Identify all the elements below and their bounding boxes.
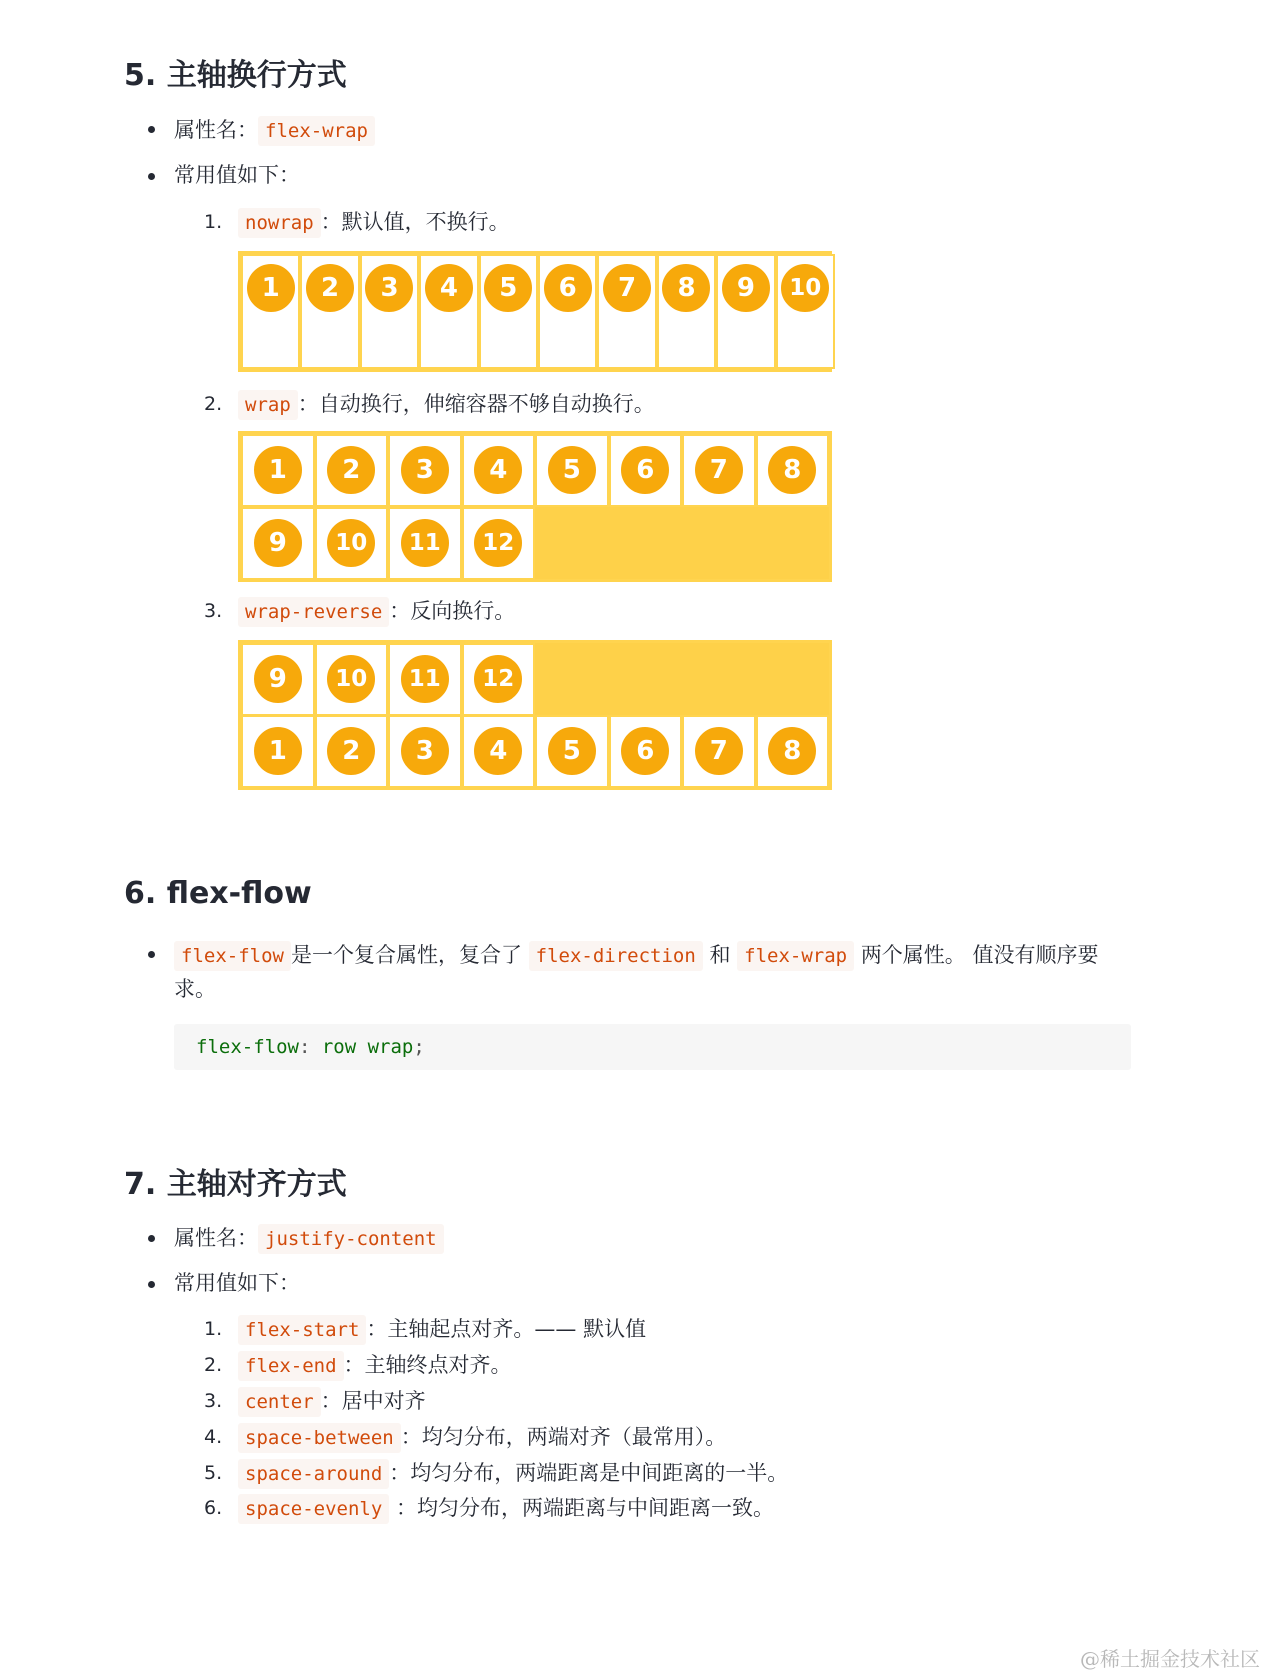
flex-item bbox=[538, 254, 597, 369]
list-number: 3. bbox=[204, 600, 223, 622]
flex-item bbox=[388, 507, 462, 580]
item-number-badge: 8 bbox=[660, 262, 712, 314]
item-number-badge: 3 bbox=[399, 444, 451, 496]
list-number: 1. bbox=[204, 1318, 223, 1340]
flex-item bbox=[315, 434, 389, 507]
item-number-badge: 11 bbox=[399, 517, 451, 569]
inline-code: space-around bbox=[238, 1459, 389, 1489]
demo-wrap-reverse-container bbox=[238, 640, 832, 790]
text: 是一个复合属性，复合了 bbox=[290, 943, 522, 967]
section-heading-5: 5. 主轴换行方式 bbox=[124, 58, 347, 93]
demo-nowrap-container bbox=[238, 251, 832, 372]
code-block bbox=[174, 1024, 1131, 1070]
inline-code: flex-wrap bbox=[737, 941, 854, 971]
flex-item bbox=[241, 643, 315, 716]
list-item-nowrap bbox=[238, 208, 510, 238]
bullet-common-values: 常用值如下： bbox=[174, 1271, 300, 1295]
item-number-badge: 6 bbox=[619, 444, 671, 496]
flex-item bbox=[756, 715, 830, 788]
flex-item bbox=[479, 254, 538, 369]
code-property: flex-flow bbox=[196, 1036, 299, 1058]
inline-code: justify-content bbox=[258, 1224, 444, 1254]
flex-item bbox=[241, 715, 315, 788]
label: 属性名： bbox=[174, 1226, 258, 1250]
item-number-badge: 12 bbox=[472, 653, 524, 705]
flex-item bbox=[360, 254, 419, 369]
bullet-property-name bbox=[174, 116, 375, 146]
flex-item bbox=[462, 507, 536, 580]
list-item-space-between bbox=[238, 1423, 726, 1453]
list-number: 2. bbox=[204, 393, 223, 415]
demo-wrap-container bbox=[238, 431, 832, 582]
code-colon: : bbox=[298, 1036, 322, 1058]
item-number-badge: 7 bbox=[693, 444, 745, 496]
list-number: 5. bbox=[204, 1462, 223, 1484]
flex-item bbox=[462, 715, 536, 788]
item-number-badge: 2 bbox=[304, 262, 356, 314]
bullet-dot bbox=[148, 1281, 155, 1288]
item-desc: ：默认值，不换行。 bbox=[320, 210, 510, 234]
item-number-badge: 4 bbox=[472, 725, 524, 777]
list-item-wrap bbox=[238, 390, 655, 420]
inline-code: nowrap bbox=[238, 208, 321, 238]
list-item-wrap-reverse bbox=[238, 597, 515, 627]
text: 和 bbox=[709, 943, 731, 967]
section-heading-7: 7. 主轴对齐方式 bbox=[124, 1167, 347, 1202]
item-number-badge: 5 bbox=[546, 444, 598, 496]
flex-item bbox=[597, 254, 656, 369]
flex-item bbox=[535, 715, 609, 788]
item-number-badge: 6 bbox=[619, 725, 671, 777]
inline-code: flex-direction bbox=[529, 941, 703, 971]
flex-item bbox=[315, 507, 389, 580]
item-number-badge: 6 bbox=[542, 262, 594, 314]
bullet-dot bbox=[148, 126, 155, 133]
inline-code: flex-wrap bbox=[258, 116, 375, 146]
list-item-flex-end bbox=[238, 1351, 512, 1381]
item-number-badge: 4 bbox=[472, 444, 524, 496]
inline-code: space-between bbox=[238, 1423, 401, 1453]
item-desc: ：均匀分布，两端对齐（最常用）。 bbox=[400, 1425, 727, 1449]
item-number-badge: 11 bbox=[399, 653, 451, 705]
item-desc: ：均匀分布，两端距离是中间距离的一半。 bbox=[389, 1461, 789, 1485]
item-number-badge: 3 bbox=[363, 262, 415, 314]
flex-item bbox=[462, 434, 536, 507]
flex-flow-description bbox=[174, 941, 1099, 971]
item-desc: ：居中对齐 bbox=[320, 1389, 426, 1413]
flex-item bbox=[462, 643, 536, 716]
item-number-badge: 7 bbox=[601, 262, 653, 314]
description-continuation: 求。 bbox=[174, 977, 216, 1001]
list-item-space-around bbox=[238, 1459, 788, 1489]
flex-item bbox=[756, 434, 830, 507]
flex-item bbox=[241, 507, 315, 580]
inline-code: flex-end bbox=[238, 1351, 344, 1381]
bullet-common-values: 常用值如下： bbox=[174, 163, 300, 187]
flex-item bbox=[388, 643, 462, 716]
item-number-badge: 9 bbox=[720, 262, 772, 314]
item-number-badge: 1 bbox=[245, 262, 297, 314]
item-number-badge: 8 bbox=[766, 725, 818, 777]
bullet-dot bbox=[148, 1235, 155, 1242]
inline-code: space-evenly bbox=[238, 1494, 389, 1524]
flex-item bbox=[776, 254, 835, 369]
flex-item bbox=[657, 254, 716, 369]
flex-item bbox=[241, 254, 300, 369]
flex-item bbox=[682, 434, 756, 507]
item-number-badge: 7 bbox=[693, 725, 745, 777]
text: 两个属性。 值没有顺序要 bbox=[860, 943, 1099, 967]
bullet-property-name bbox=[174, 1224, 444, 1254]
item-number-badge: 5 bbox=[546, 725, 598, 777]
list-item-flex-start bbox=[238, 1315, 646, 1345]
flex-item bbox=[609, 715, 683, 788]
inline-code: wrap bbox=[238, 390, 298, 420]
flex-item bbox=[682, 715, 756, 788]
item-number-badge: 9 bbox=[252, 653, 304, 705]
list-number: 6. bbox=[204, 1497, 223, 1519]
item-number-badge: 10 bbox=[779, 262, 831, 314]
item-number-badge: 10 bbox=[325, 517, 377, 569]
item-desc: ：主轴终点对齐。 bbox=[343, 1353, 512, 1377]
bullet-dot bbox=[148, 173, 155, 180]
item-desc: ：主轴起点对齐。—— 默认值 bbox=[366, 1317, 647, 1341]
flex-item bbox=[388, 434, 462, 507]
watermark: @稀土掘金技术社区 bbox=[1080, 1647, 1260, 1671]
flex-item bbox=[300, 254, 359, 369]
item-number-badge: 10 bbox=[325, 653, 377, 705]
inline-code: center bbox=[238, 1387, 321, 1417]
list-item-center bbox=[238, 1387, 426, 1417]
item-desc: ：反向换行。 bbox=[389, 599, 516, 623]
item-number-badge: 2 bbox=[325, 444, 377, 496]
inline-code: wrap-reverse bbox=[238, 597, 389, 627]
item-number-badge: 3 bbox=[399, 725, 451, 777]
item-number-badge: 1 bbox=[252, 725, 304, 777]
section-heading-6: 6. flex-flow bbox=[124, 876, 312, 911]
item-desc: ：自动换行，伸缩容器不够自动换行。 bbox=[297, 392, 655, 416]
code-value: row wrap bbox=[321, 1036, 414, 1058]
flex-item bbox=[535, 434, 609, 507]
item-number-badge: 4 bbox=[423, 262, 475, 314]
inline-code: flex-start bbox=[238, 1315, 366, 1345]
label: 属性名： bbox=[174, 118, 258, 142]
list-item-space-evenly bbox=[238, 1494, 774, 1524]
item-number-badge: 9 bbox=[252, 517, 304, 569]
flex-item bbox=[241, 434, 315, 507]
list-number: 3. bbox=[204, 1390, 223, 1412]
item-number-badge: 12 bbox=[472, 517, 524, 569]
bullet-dot bbox=[148, 951, 155, 958]
inline-code: flex-flow bbox=[174, 941, 291, 971]
flex-item bbox=[419, 254, 478, 369]
flex-item bbox=[388, 715, 462, 788]
code-semicolon: ; bbox=[413, 1036, 425, 1058]
list-number: 1. bbox=[204, 211, 223, 233]
flex-item bbox=[716, 254, 775, 369]
item-desc: ：均匀分布，两端距离与中间距离一致。 bbox=[389, 1496, 774, 1520]
list-number: 2. bbox=[204, 1354, 223, 1376]
list-number: 4. bbox=[204, 1426, 223, 1448]
flex-item bbox=[609, 434, 683, 507]
flex-item bbox=[315, 643, 389, 716]
item-number-badge: 1 bbox=[252, 444, 304, 496]
item-number-badge: 2 bbox=[325, 725, 377, 777]
flex-item bbox=[315, 715, 389, 788]
item-number-badge: 5 bbox=[482, 262, 534, 314]
item-number-badge: 8 bbox=[766, 444, 818, 496]
